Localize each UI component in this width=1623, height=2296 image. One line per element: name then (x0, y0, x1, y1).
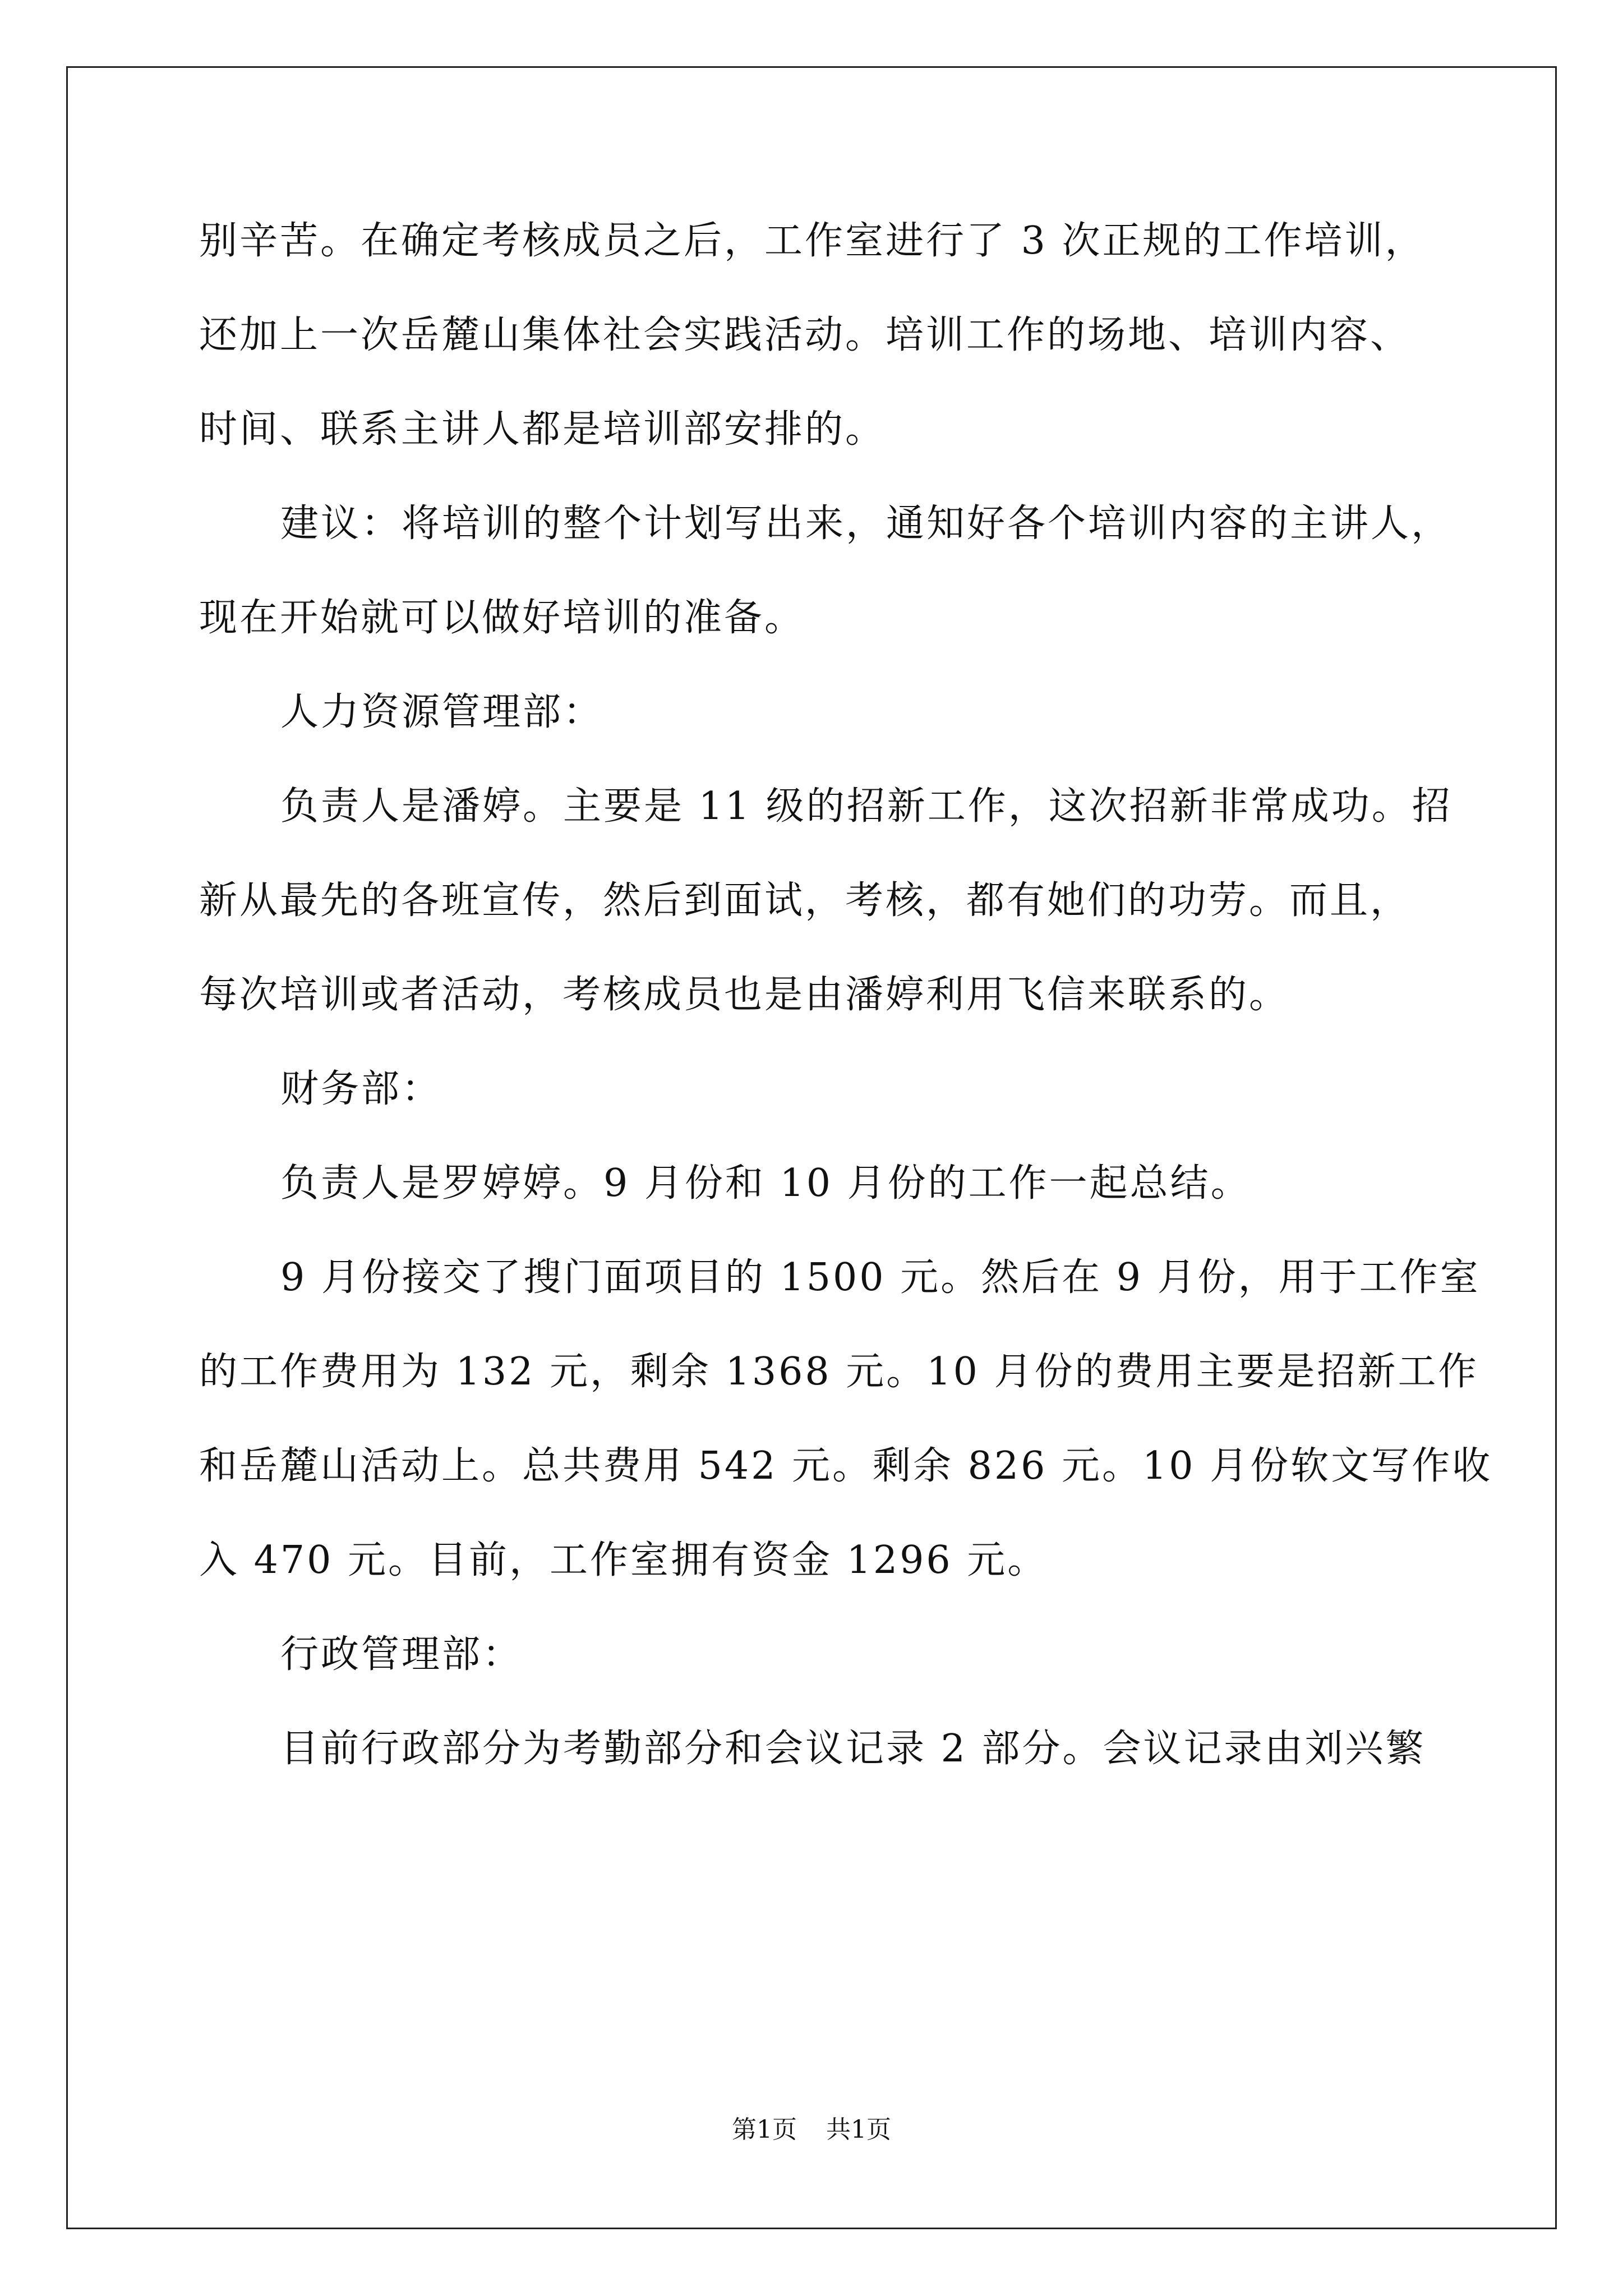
text-line: 每次培训或者活动，考核成员也是由潘婷利用飞信来联系的。 (199, 973, 1290, 1017)
page-number-current: 第1页 (732, 2115, 797, 2144)
page-number-total: 共1页 (826, 2115, 891, 2144)
text-line: 别辛苦。在确定考核成员之后，工作室进行了 3 次正规的工作培训， (199, 219, 1426, 263)
text-line: 9 月份接交了搜门面项目的 1500 元。然后在 9 月份，用于工作室 (280, 1255, 1481, 1300)
page-footer (0, 2116, 1623, 2144)
text-line: 和岳麓山活动上。总共费用 542 元。剩余 826 元。10 月份软文写作收 (199, 1444, 1493, 1488)
text-line: 新从最先的各班宣传，然后到面试，考核，都有她们的功劳。而且， (199, 878, 1411, 923)
text-line: 的工作费用为 132 元，剩余 1368 元。10 月份的费用主要是招新工作 (199, 1350, 1479, 1394)
section-heading: 财务部： (280, 1067, 442, 1111)
text-line: 时间、联系主讲人都是培训部安排的。 (199, 407, 886, 452)
section-heading: 行政管理部： (280, 1632, 523, 1677)
text-line: 负责人是潘婷。主要是 11 级的招新工作，这次招新非常成功。招 (280, 784, 1453, 829)
text-line: 入 470 元。目前，工作室拥有资金 1296 元。 (199, 1538, 1048, 1582)
text-line: 目前行政部分为考勤部分和会议记录 2 部分。会议记录由刘兴繁 (280, 1727, 1426, 1771)
text-line: 建议：将培训的整个计划写出来，通知好各个培训内容的主讲人， (280, 501, 1452, 546)
text-line: 负责人是罗婷婷。9 月份和 10 月份的工作一起总结。 (280, 1161, 1251, 1205)
section-heading: 人力资源管理部： (280, 690, 604, 734)
page-border (66, 66, 1557, 2229)
text-line: 现在开始就可以做好培训的准备。 (199, 596, 805, 640)
text-line: 还加上一次岳麓山集体社会实践活动。培训工作的场地、培训内容、 (199, 313, 1411, 357)
